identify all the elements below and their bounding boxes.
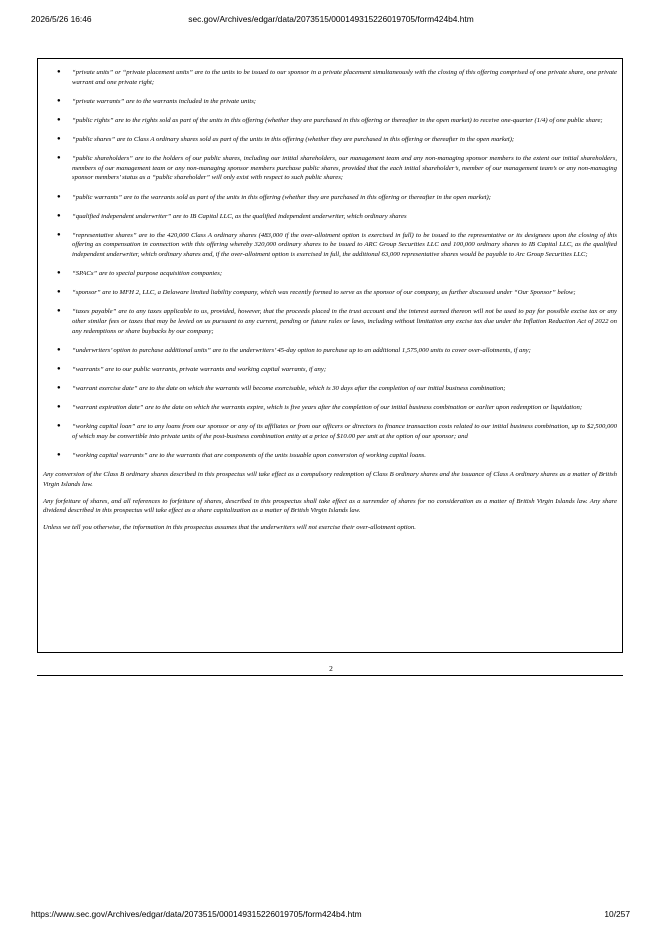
print-header bbox=[0, 14, 662, 28]
definition-item bbox=[43, 384, 617, 394]
body-paragraph: Any conversion of the Class B ordinary shares described in this prospectus will take effect as a compulsory redemption of Class B ordinary shares and the issuance of Class A ordinary shares as a matter of British Virgin Islands law. bbox=[43, 471, 617, 488]
bullet-icon: ● bbox=[57, 366, 61, 373]
definition-item bbox=[43, 68, 617, 87]
bullet-icon: ● bbox=[57, 193, 61, 200]
definition-text: “taxes payable” are to any taxes applicable to us, provided, however, that the proceeds placed in the trust account and the interest earned thereon will not be used to pay for possible excise tax or any other similar fees or taxes that may be levied on us pursuant to any current, pending or future rules or laws, including without limitation any excise tax due under the Inflation Reduction Act of 2022 on any redemptions or share buybacks by our company; bbox=[72, 308, 617, 335]
body-paragraph: Any forfeiture of shares, and all references to forfeiture of shares, described in this prospectus shall take effect as a surrender of shares for no consideration as a matter of British Virgin Islands law. Any share dividend described in this prospectus will take effect as a share capitalization as a matter of British Virgin Islands law. bbox=[43, 497, 617, 515]
definitions-list bbox=[43, 68, 617, 461]
definition-text: “public rights” are to the rights sold as part of the units in this offering (whether they are purchased in this offering or thereafter in the open market) to receive one-quarter (1/4) of one public share; bbox=[72, 116, 603, 124]
definition-item bbox=[43, 231, 617, 260]
definition-text: “warrant exercise date” are to the date on which the warrants will become exercisable, which is 30 days after the completion of our initial business combination; bbox=[72, 385, 506, 393]
definition-text: “public shares” are to Class A ordinary shares sold as part of the units in this offering (whether they are purchased in this offering or thereafter in the open market); bbox=[72, 135, 515, 143]
definition-text: “working capital warrants” are to the warrants that are components of the units issuable upon conversion of working capital loans. bbox=[72, 452, 426, 460]
bullet-icon: ● bbox=[57, 346, 61, 353]
bullet-icon: ● bbox=[57, 116, 61, 123]
document-content-box bbox=[37, 58, 623, 653]
body-paragraph: Unless we tell you otherwise, the information in this prospectus assumes that the underwriters will not exercise their over-allotment option. bbox=[43, 524, 416, 532]
definition-item bbox=[43, 451, 617, 461]
bullet-icon: ● bbox=[57, 308, 61, 315]
definition-text: “public warrants” are to the warrants sold as part of the units in this offering (whether they are purchased in this offering or thereafter in the open market); bbox=[72, 193, 491, 201]
definition-item bbox=[43, 422, 617, 441]
bullet-icon: ● bbox=[57, 385, 61, 392]
paragraphs bbox=[43, 470, 617, 533]
definition-text: “sponsor” are to MFH 2, LLC, a Delaware limited liability company, which was recently formed to serve as the sponsor of our company, as further discussed under “Our Sponsor” below; bbox=[72, 289, 576, 297]
definition-text: “private units” or “private placement units” are to the units to be issued to our sponsor in a private placement simultaneously with the closing of this offering comprised of one private share, one private warrant and one private right; bbox=[72, 69, 617, 86]
print-datetime: 2026/5/26 16:46 bbox=[31, 14, 92, 24]
definition-item bbox=[43, 307, 617, 336]
definition-item bbox=[43, 212, 617, 222]
definition-item bbox=[43, 403, 617, 413]
definition-item bbox=[43, 154, 617, 183]
definition-text: “representative shares” are to the 420,000 Class A ordinary shares (483,000 if the over-allotment option is exercised in full) to be issued to the representative or its designees upon the closing of this offering as compensation in connection with this offering whereby 320,000 ordinary shares to be issued to ARC Group Securities LLC and 100,000 ordinary shares to IB Capital LLC, as the qualified independent underwriter, which ordinary shares and, if the over-allotment option is exercised in full, the additional 63,000 representative shares would be payable to Arc Group Securities LLC; bbox=[72, 231, 617, 259]
definition-text: “qualified independent underwriter” are to IB Capital LLC, as the qualified independent underwriter, which ordinary shares bbox=[72, 212, 407, 220]
definition-text: “warrants” are to our public warrants, private warrants and working capital warrants, if any; bbox=[72, 366, 327, 374]
definition-text: “underwriters’ option to purchase additional units” are to the underwriters’ 45-day option to purchase up to an additional 1,575,000 units to cover over-allotments, if any; bbox=[72, 346, 531, 354]
bullet-icon: ● bbox=[57, 155, 61, 162]
definition-text: “working capital loan” are to any loans from our sponsor or any of its affiliates or from our officers or directors to finance transaction costs related to our initial business combination, up to $2,500,000 of which may be convertible into private units of the post-business combination entity at a price of $10.00 per unit at the option of our sponsor; and bbox=[72, 423, 617, 441]
definition-item bbox=[43, 346, 617, 356]
definition-item bbox=[43, 135, 617, 145]
definition-text: “private warrants” are to the warrants included in the private units; bbox=[72, 97, 257, 105]
definition-text: “public shareholders” are to the holders of our public shares, including our initial shareholders, our management team and any non-managing sponsor members to the extent our initial shareholders, members of our management team or any non-managing sponsor members purchase public shares, provided that the each initial shareholder’s, member of our management team’s or any non-managing sponsor members’ status as a “public shareholder” will only exist with respect to such public shares; bbox=[72, 155, 617, 182]
print-title: sec.gov/Archives/edgar/data/2073515/000149315226019705/form424b4.htm bbox=[188, 14, 474, 24]
print-page-count: 10/257 bbox=[604, 909, 630, 919]
definition-item bbox=[43, 97, 617, 107]
bullet-icon: ● bbox=[57, 404, 61, 411]
bullet-icon: ● bbox=[57, 231, 61, 238]
definition-item bbox=[43, 269, 617, 279]
bullet-icon: ● bbox=[57, 97, 61, 104]
print-url: https://www.sec.gov/Archives/edgar/data/2073515/000149315226019705/form424b4.htm bbox=[31, 909, 362, 919]
definition-text: “warrant expiration date” are to the date on which the warrants expire, which is five years after the completion of our initial business combination or earlier upon redemption or liquidation; bbox=[72, 404, 583, 412]
definition-item bbox=[43, 116, 617, 126]
print-footer bbox=[0, 909, 662, 923]
page-divider bbox=[37, 675, 623, 676]
page-number: 2 bbox=[329, 664, 333, 673]
definition-text: “SPACs” are to special purpose acquisition companies; bbox=[72, 270, 223, 278]
bullet-icon: ● bbox=[57, 452, 61, 459]
definition-item bbox=[43, 193, 617, 203]
bullet-icon: ● bbox=[57, 270, 61, 277]
bullet-icon: ● bbox=[57, 69, 61, 75]
definition-item bbox=[43, 288, 617, 298]
bullet-icon: ● bbox=[57, 423, 61, 430]
definition-item bbox=[43, 365, 617, 375]
bullet-icon: ● bbox=[57, 212, 61, 219]
bullet-icon: ● bbox=[57, 135, 61, 142]
bullet-icon: ● bbox=[57, 289, 61, 296]
